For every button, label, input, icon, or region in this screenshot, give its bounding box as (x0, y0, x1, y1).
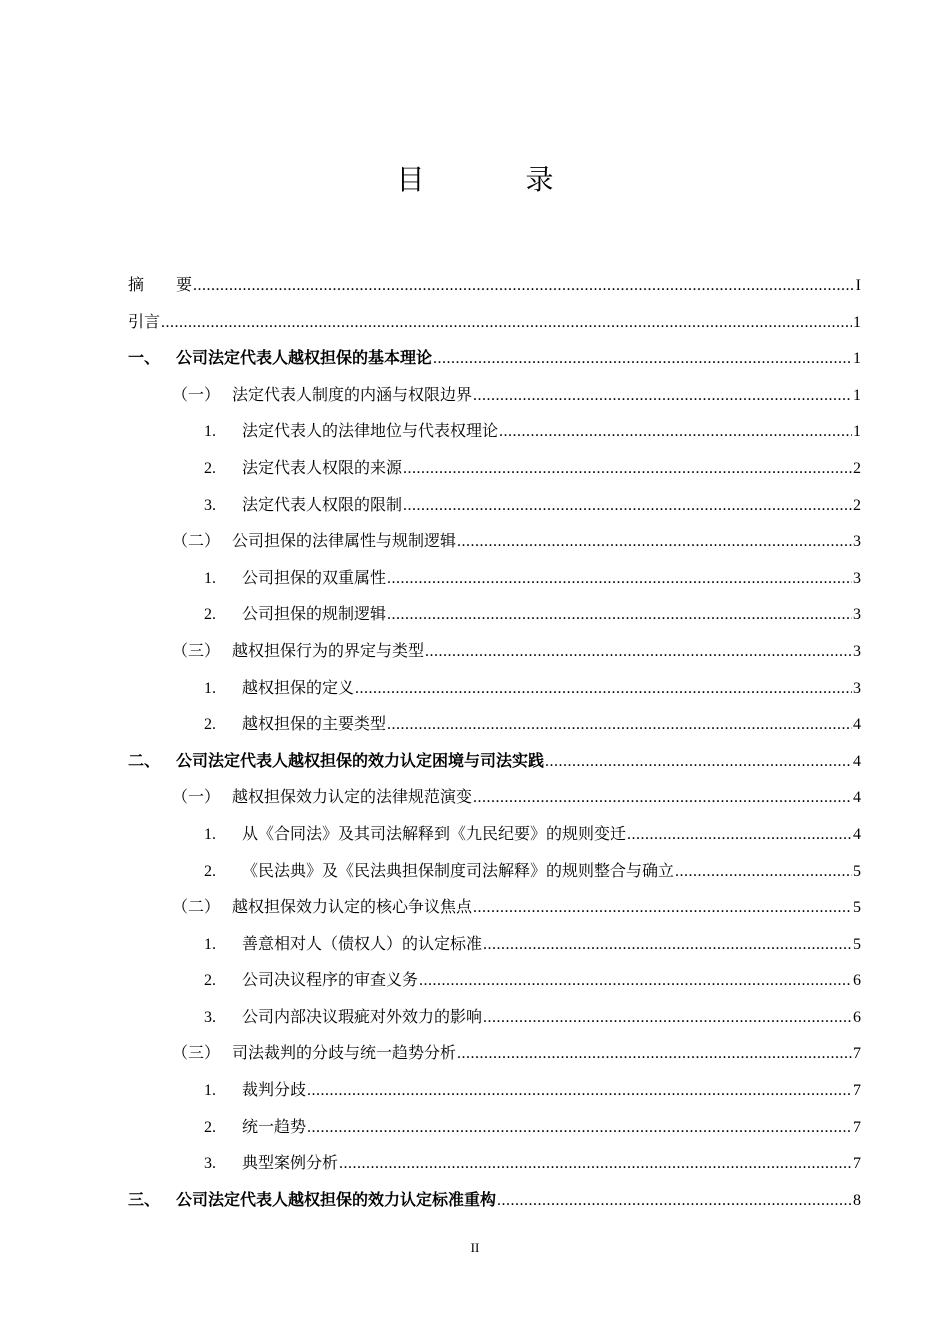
page-number-footer: II (470, 1240, 480, 1255)
toc-entry-page: 3 (853, 606, 861, 624)
toc-entry-number: 1. (204, 935, 216, 953)
toc-entry-page: 5 (853, 899, 861, 917)
toc-entry-title: 善意相对人（债权人）的认定标准 (242, 933, 483, 953)
toc-entry[interactable] (128, 894, 861, 931)
toc-entry-title: 越权担保行为的界定与类型 (232, 640, 425, 660)
toc-entry-page: 3 (853, 642, 861, 660)
toc-entry-title: 越权担保的主要类型 (242, 714, 387, 734)
toc-entry[interactable] (128, 455, 861, 492)
toc-entry-title: 法定代表人权限的来源 (242, 457, 403, 477)
toc-leader-dots (473, 899, 852, 917)
toc-entry-title: 公司决议程序的审查义务 (242, 970, 419, 990)
toc-entry-number: 3. (204, 496, 216, 514)
table-of-contents (128, 272, 861, 1223)
toc-entry[interactable] (128, 272, 861, 309)
toc-leader-dots (307, 1119, 852, 1137)
toc-entry-title: 公司法定代表人越权担保的基本理论 (176, 348, 433, 368)
toc-entry[interactable] (128, 675, 861, 712)
toc-entry-title: 越权担保效力认定的核心争议焦点 (232, 897, 473, 917)
toc-entry-page: 6 (853, 972, 861, 990)
toc-entry[interactable] (128, 1077, 861, 1114)
toc-entry-page: 3 (853, 569, 861, 587)
toc-entry-number: 3. (204, 1008, 216, 1026)
toc-entry[interactable] (128, 748, 861, 785)
toc-entry-page: 4 (853, 789, 861, 807)
toc-leader-dots (457, 1045, 852, 1063)
toc-entry-number: 2. (204, 459, 216, 477)
toc-entry-number: （三） (172, 640, 221, 660)
toc-entry-title: 法定代表人的法律地位与代表权理论 (242, 421, 499, 441)
toc-entry[interactable] (128, 931, 861, 968)
toc-entry-number: （一） (172, 787, 221, 807)
toc-entry[interactable] (128, 565, 861, 602)
toc-entry[interactable] (128, 601, 861, 638)
toc-leader-dots (193, 277, 855, 295)
toc-leader-dots (483, 1009, 852, 1027)
toc-entry-page: 1 (853, 423, 861, 441)
toc-entry-number: 1. (204, 825, 216, 843)
toc-entry-number: 2. (204, 606, 216, 624)
toc-entry[interactable] (128, 1004, 861, 1041)
toc-entry-page: 1 (853, 313, 861, 331)
toc-entry-title: 引言 (128, 311, 161, 331)
toc-entry-title: 统一趋势 (242, 1116, 307, 1136)
toc-leader-dots (675, 863, 852, 881)
toc-entry[interactable] (128, 1114, 861, 1151)
toc-leader-dots (355, 680, 852, 698)
toc-entry-number: （一） (172, 384, 221, 404)
toc-entry[interactable] (128, 1040, 861, 1077)
toc-entry-title: 典型案例分析 (242, 1153, 339, 1173)
toc-entry[interactable] (128, 418, 861, 455)
toc-entry[interactable] (128, 858, 861, 895)
toc-entry-page: 6 (853, 1008, 861, 1026)
toc-entry-page: 7 (853, 1118, 861, 1136)
toc-entry[interactable] (128, 309, 861, 346)
toc-entry[interactable] (128, 967, 861, 1004)
toc-entry-title: 越权担保效力认定的法律规范演变 (232, 787, 473, 807)
toc-entry-number: 二、 (128, 750, 161, 770)
toc-entry[interactable] (128, 492, 861, 529)
toc-entry-number: 2. (204, 1118, 216, 1136)
toc-entry-number: （二） (172, 531, 221, 551)
toc-entry-title: 公司担保的双重属性 (242, 567, 387, 587)
toc-leader-dots (425, 643, 852, 661)
toc-leader-dots (387, 606, 852, 624)
toc-entry-page: 3 (853, 679, 861, 697)
toc-entry-number: 1. (204, 1082, 216, 1100)
toc-entry-title: 公司担保的规制逻辑 (242, 604, 387, 624)
toc-leader-dots (457, 533, 852, 551)
toc-entry-number: （二） (172, 897, 221, 917)
toc-entry-page: 7 (853, 1082, 861, 1100)
toc-entry[interactable] (128, 1187, 861, 1224)
toc-entry[interactable] (128, 345, 861, 382)
toc-entry-number: 2. (204, 972, 216, 990)
toc-entry-number: 1. (204, 679, 216, 697)
toc-entry-title: 公司法定代表人越权担保的效力认定标准重构 (176, 1189, 497, 1209)
toc-entry-number: 1. (204, 423, 216, 441)
toc-entry-page: 7 (853, 1155, 861, 1173)
toc-entry-number: 2. (204, 862, 216, 880)
toc-entry-title: 公司担保的法律属性与规制逻辑 (232, 531, 457, 551)
toc-entry-number: 三、 (128, 1189, 161, 1209)
toc-entry-title: 公司内部决议瑕疵对外效力的影响 (242, 1006, 483, 1026)
toc-entry-title: 司法裁判的分歧与统一趋势分析 (232, 1043, 457, 1063)
toc-entry-page: 7 (853, 1045, 861, 1063)
toc-entry[interactable] (128, 821, 861, 858)
toc-title: 目 录 (396, 163, 600, 196)
toc-leader-dots (161, 314, 852, 332)
toc-entry-number: 3. (204, 1155, 216, 1173)
toc-entry-page: 4 (853, 752, 861, 770)
toc-leader-dots (545, 753, 852, 771)
toc-leader-dots (473, 387, 852, 405)
toc-entry-page: 3 (853, 533, 861, 551)
toc-entry-page: 2 (853, 459, 861, 477)
toc-entry-title: 公司法定代表人越权担保的效力认定困境与司法实践 (176, 750, 545, 770)
toc-leader-dots (433, 350, 852, 368)
toc-leader-dots (387, 570, 852, 588)
toc-entry[interactable] (128, 784, 861, 821)
toc-leader-dots (497, 1192, 852, 1210)
toc-entry-number: 1. (204, 569, 216, 587)
toc-entry-title: 法定代表人权限的限制 (242, 494, 403, 514)
toc-entry[interactable] (128, 1150, 861, 1187)
toc-entry[interactable] (128, 528, 861, 565)
toc-leader-dots (483, 936, 852, 954)
toc-leader-dots (499, 423, 852, 441)
toc-entry-page: 2 (853, 496, 861, 514)
toc-leader-dots (403, 497, 852, 515)
toc-leader-dots (387, 716, 852, 734)
toc-leader-dots (627, 826, 852, 844)
toc-entry[interactable] (128, 382, 861, 419)
toc-entry-page: I (855, 277, 861, 294)
toc-entry-page: 5 (853, 862, 861, 880)
toc-entry-number: 一、 (128, 348, 161, 368)
toc-entry-title: 《民法典》及《民法典担保制度司法解释》的规则整合与确立 (242, 860, 675, 880)
toc-entry-number: （三） (172, 1043, 221, 1063)
toc-leader-dots (403, 460, 852, 478)
toc-leader-dots (473, 789, 852, 807)
toc-entry-title: 裁判分歧 (242, 1080, 307, 1100)
toc-entry-page: 5 (853, 935, 861, 953)
toc-entry-page: 4 (853, 716, 861, 734)
toc-entry-page: 8 (853, 1191, 861, 1209)
toc-entry-title: 从《合同法》及其司法解释到《九民纪要》的规则变迁 (242, 823, 627, 843)
toc-entry-title: 法定代表人制度的内涵与权限边界 (232, 384, 473, 404)
toc-leader-dots (339, 1155, 852, 1173)
toc-leader-dots (307, 1082, 852, 1100)
toc-entry-page: 1 (853, 350, 861, 368)
toc-entry[interactable] (128, 711, 861, 748)
toc-leader-dots (419, 972, 852, 990)
toc-entry[interactable] (128, 638, 861, 675)
toc-entry-title: 越权担保的定义 (242, 677, 355, 697)
toc-entry-title: 摘 要 (128, 275, 193, 294)
toc-entry-number: 2. (204, 716, 216, 734)
toc-entry-page: 4 (853, 825, 861, 843)
toc-entry-page: 1 (853, 386, 861, 404)
